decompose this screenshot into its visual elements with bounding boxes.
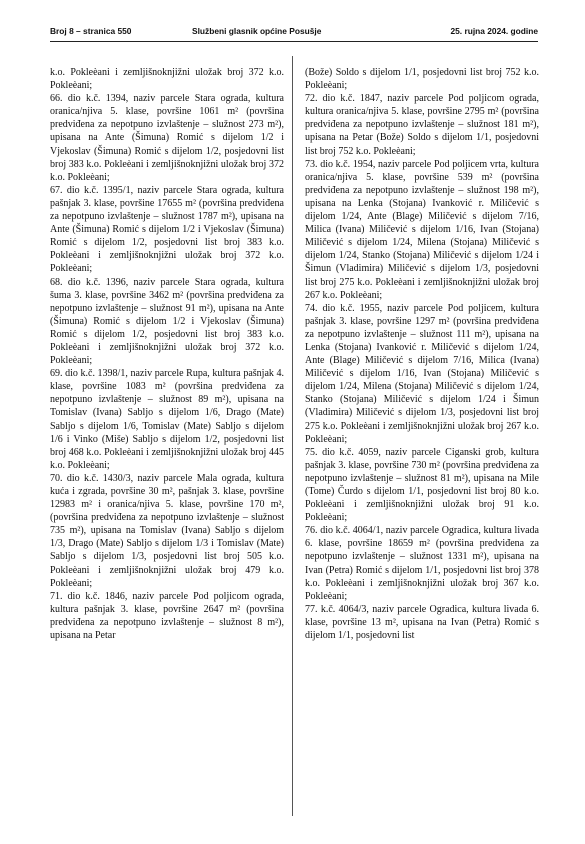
paragraph: 73. dio k.č. 1954, naziv parcele Pod poljicem vrta, kultura oranica/njiva 5. klase, površine 539 m² (površina predviđena za nepotpuno izvlaštenje – služnost 198 m²), upisana na Lenka (Stojana) Ivanković r. Miličević s dijelom 1/24, Ante (Blage) Miličević s dijelom 7/16, Milica (Ivana) Miličević s dijelom 1/16, Ivan (Stojana) Miličević s dijelom 1/24, Milena (Stojana) Miličević s dijelom 1/24, Stanko (Stojana) Miličević s dijelom 1/24 i Šimun (Vladimira) Miličević s dijelom 1/3, posjedovni list broj 275 k.o. Pokleèani i zemljišnoknjižni uložak broj 267 k.o. Pokleèani; [305, 158, 539, 301]
paragraph: 68. dio k.č. 1396, naziv parcele Stara ograda, kultura šuma 3. klase, površine 3462 m² (površina predviđena za nepotpuno izvlaštenje – služnost 91 m²), upisana na Ante (Šimuna) Romić s dijelom 1/2 i Vjekoslav (Šimuna) Romić s dijelom 1/2, posjedovni list broj 383 k.o. Pokleèani i zemljišnoknjižni uložak broj 372 k.o. Pokleèani; [50, 276, 284, 367]
paragraph: 71. dio k.č. 1846, naziv parcele Pod poljicom ograda, kultura pašnjak 3. klase, površine 2647 m² (površina predviđena za nepotpuno izvlaštenje – služnost 8 m²), upisana na Petar [50, 590, 284, 642]
left-column [50, 66, 284, 642]
header-divider [50, 41, 538, 42]
header-issue-page: Broj 8 – stranica 550 [50, 26, 132, 36]
paragraph: 77. k.č. 4064/3, naziv parcele Ogradica, kultura livada 6. klase, površine 13 m², upisana na Ivan (Petra) Romić s dijelom 1/1, posjedovni list [305, 603, 539, 642]
paragraph: 70. dio k.č. 1430/3, naziv parcele Mala ograda, kultura kuća i zgrada, površine 30 m², pašnjak 3. klase, površine 12983 m² i oranica/njiva 5. klase, površine 170 m², (površina predviđena za nepotpuno izvlaštenje – služnost 735 m²), upisana na Tomislav (Ivana) Sabljo s dijelom 1/3, Drago (Mate) Sabljo s dijelom 1/3 i Tomislav (Mate) Sabljo s dijelom 1/3, posjedovni list broj 505 k.o. Pokleèani i zemljišnoknjižni uložak broj 479 k.o. Pokleèani; [50, 472, 284, 589]
paragraph: 72. dio k.č. 1847, naziv parcele Pod poljicom ograda, kultura oranica/njiva 5. klase, površine 2795 m² (površina predviđena za nepotpuno izvlaštenje – služnost 181 m²), upisana na Petar (Bože) Soldo s dijelom 1/1, posjedovni list broj 752 k.o. Pokleèani; [305, 93, 539, 157]
paragraph: 67. dio k.č. 1395/1, naziv parcele Stara ograda, kultura pašnjak 3. klase, površine 17655 m² (površina predviđena za nepotpuno izvlaštenje – služnost 1787 m²), upisana na Ante (Šimuna) Romić s dijelom 1/2 i Vjekoslav (Šimuna) Romić s dijelom 1/2, posjedovni list broj 383 k.o. Pokleèani i zemljišnoknjižni uložak broj 372 k.o. Pokleèani; [50, 184, 284, 275]
paragraph: 69. dio k.č. 1398/1, naziv parcele Rupa, kultura pašnjak 4. klase, površine 1083 m² (površina predviđena za nepotpuno izvlaštenje – služnost 89 m²), upisana na Tomislav (Ivana) Sabljo s dijelom 1/6, Drago (Mate) Sabljo s dijelom 1/6, Tomislav (Mate) Sabljo s dijelom 1/6 i Vinko (Miše) Sabljo s dijelom 1/2, posjedovni list broj 468 k.o. Pokleèani i zemljišnoknjižni uložak broj 445 k.o. Pokleèani; [50, 368, 284, 471]
right-column [305, 66, 539, 642]
paragraph: (Bože) Soldo s dijelom 1/1, posjedovni list broj 752 k.o. Pokleèani; [305, 67, 539, 92]
page-header [50, 26, 538, 40]
paragraph: 76. dio k.č. 4064/1, naziv parcele Ogradica, kultura livada 6. klase, površine 18659 m² (površina predviđena za nepotpuno izvlaštenje – služnost 1331 m²), upisana na Ivan (Petra) Romić s dijelom 1/1, posjedovni list broj 378 k.o. Pokleèani i zemljišnoknjižni uložak broj 367 k.o. Pokleèani; [305, 525, 539, 602]
column-divider [292, 56, 293, 816]
header-date: 25. rujna 2024. godine [450, 26, 538, 36]
paragraph: 75. dio k.č. 4059, naziv parcele Ciganski grob, kultura pašnjak 3. klase, površine 730 m² (površina predviđena za nepotpuno izvlaštenje – služnost 81 m²), upisana na Mile (Tome) Čurdo s dijelom 1/1, posjedovni list broj 80 k.o. Pokleèani i zemljišnoknjižni uložak broj 91 k.o. Pokleèani; [305, 446, 539, 524]
paragraph: k.o. Pokleèani i zemljišnoknjižni uložak broj 372 k.o. Pokleèani; [50, 67, 284, 92]
paragraph: 66. dio k.č. 1394, naziv parcele Stara ograda, kultura oranica/njiva 5. klase, površine 1061 m² (površina predviđena za nepotpuno izvlaštenje – služnost 273 m²), upisana na Ante (Šimuna) Romić s dijelom 1/2 i Vjekoslav (Šimuna) Romić s dijelom 1/2, posjedovni list broj 383 k.o. Pokleèani i zemljišnoknjižni uložak broj 372 k.o. Pokleèani; [50, 93, 284, 183]
paragraph: 74. dio k.č. 1955, naziv parcele Pod poljicem, kultura pašnjak 3. klase, površine 1297 m² (površina predviđena za nepotpuno izvlaštenje – služnost 111 m²), upisana na Lenka (Stojana) Ivanković r. Miličević s dijelom 1/24, Ante (Blage) Miličević s dijelom 7/16, Milica (Ivana) Miličević s dijelom 1/16, Ivan (Stojana) Miličević s dijelom 1/24, Milena (Stojana) Miličević s dijelom 1/24, Stanko (Stojana) Miličević s dijelom 1/24 i Šimun (Vladimira) Miličević s dijelom 1/3, posjedovni list broj 275 k.o. Pokleèani i zemljišnoknjižni uložak broj 267 k.o. Pokleèani; [305, 302, 539, 445]
header-publication-title: Službeni glasnik općine Posušje [192, 26, 322, 36]
